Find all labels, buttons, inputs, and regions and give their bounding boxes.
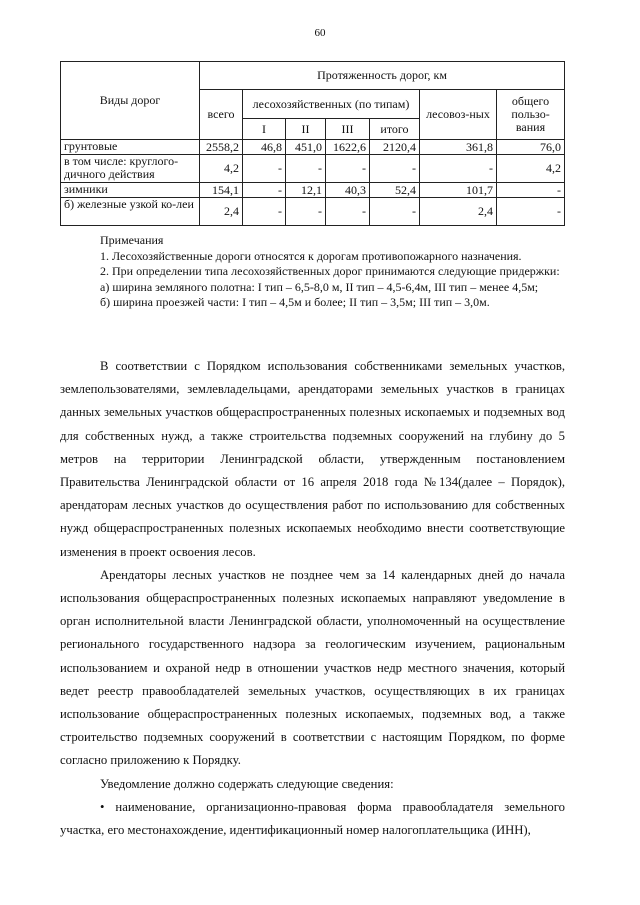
header-road-length: Протяженность дорог, км bbox=[200, 62, 565, 90]
cell-total: 2,4 bbox=[200, 198, 243, 226]
cell-type-2: - bbox=[286, 198, 326, 226]
cell-subtotal: - bbox=[370, 155, 420, 183]
cell-type-1: - bbox=[243, 183, 286, 198]
header-total: всего bbox=[200, 90, 243, 140]
cell-total: 154,1 bbox=[200, 183, 243, 198]
cell-type-3: - bbox=[326, 198, 370, 226]
note-item: 2. При определении типа лесохозяйственных дорог принимаются следующие придержки: bbox=[100, 264, 560, 278]
header-type-1: I bbox=[243, 119, 286, 140]
row-label: грунтовые bbox=[61, 140, 200, 155]
cell-subtotal: - bbox=[370, 198, 420, 226]
cell-total: 4,2 bbox=[200, 155, 243, 183]
cell-total: 2558,2 bbox=[200, 140, 243, 155]
cell-type-3: 40,3 bbox=[326, 183, 370, 198]
table-row bbox=[61, 198, 565, 226]
note-item: а) ширина земляного полотна: I тип – 6,5-8,0 м, II тип – 4,5-6,4м, III тип – менее 4,5м; bbox=[100, 279, 539, 294]
header-forestry: лесохозяйственных (по типам) bbox=[243, 90, 420, 119]
cell-type-2: 451,0 bbox=[286, 140, 326, 155]
cell-type-3: - bbox=[326, 155, 370, 183]
cell-logging: 361,8 bbox=[420, 140, 497, 155]
row-label: б) железные узкой ко-леи bbox=[61, 198, 200, 226]
cell-subtotal: 52,4 bbox=[370, 183, 420, 198]
row-label: в том числе: круглого-дичного действия bbox=[61, 155, 200, 183]
paragraph: В соответствии с Порядком использования собственниками земельных участков, землепользователями, землевладельцами, арендаторами земельных участков в границах данных земельных участков общераспространенных полезных ископаемых и подземных вод для собственных нужд, а также строительства подземных сооружений на глубину до 5 метров на территории Ленинградской области, утвержденным постановлением Правительства Ленинградской области от 16 апреля 2018 года №134(далее – Порядок), арендаторам лесных участков до осуществления работ по использованию для собственных нужд общераспространенных полезных ископаемых необходимо внести соответствующие изменения в проект освоения лесов. bbox=[60, 359, 565, 559]
cell-type-3: 1622,6 bbox=[326, 140, 370, 155]
cell-subtotal: 2120,4 bbox=[370, 140, 420, 155]
note-item: б) ширина проезжей части: I тип – 4,5м и более; II тип – 3,5м; III тип – 3,0м. bbox=[100, 295, 490, 309]
cell-type-2: - bbox=[286, 155, 326, 183]
cell-type-1: 46,8 bbox=[243, 140, 286, 155]
notes-heading: Примечания bbox=[100, 233, 164, 247]
cell-type-1: - bbox=[243, 155, 286, 183]
row-label: зимники bbox=[61, 183, 200, 198]
roads-table bbox=[60, 61, 565, 226]
header-logging: лесовоз-ных bbox=[420, 90, 497, 140]
table-notes bbox=[60, 233, 568, 311]
cell-public: 4,2 bbox=[497, 155, 565, 183]
body-text bbox=[60, 355, 565, 842]
paragraph: Уведомление должно содержать следующие сведения: bbox=[100, 776, 394, 791]
header-type-2: II bbox=[286, 119, 326, 140]
header-public: общего пользо-вания bbox=[497, 90, 565, 140]
note-item: 1. Лесохозяйственные дороги относятся к дорогам противопожарного назначения. bbox=[100, 248, 522, 263]
paragraph: Арендаторы лесных участков не позднее чем за 14 календарных дней до начала использования общераспространенных полезных ископаемых направляют уведомление в орган исполнительной власти Ленинградской области, уполномоченный на осуществление регионального государственного надзора за геологическим изучением, рациональным использованием и охраной недр в отношении участков недр местного значения, который ведет реестр правообладателей земельных участков, осуществляющих в их границах использование общераспространенных полезных ископаемых, подземных вод, а также строительство подземных сооружений в соответствии с настоящим Порядком, по форме согласно приложению к Порядку. bbox=[60, 567, 565, 768]
cell-logging: 101,7 bbox=[420, 183, 497, 198]
cell-type-2: 12,1 bbox=[286, 183, 326, 198]
cell-type-1: - bbox=[243, 198, 286, 226]
page-number: 60 bbox=[314, 27, 326, 39]
cell-public: - bbox=[497, 183, 565, 198]
paragraph: • наименование, организационно-правовая форма правообладателя земельного участка, его местонахождение, идентификационный номер налогоплательщика (ИНН), bbox=[60, 799, 565, 838]
table-row bbox=[61, 183, 565, 198]
table-row bbox=[61, 140, 565, 155]
header-road-types: Виды дорог bbox=[61, 62, 200, 140]
cell-public: - bbox=[497, 198, 565, 226]
table-row bbox=[61, 155, 565, 183]
cell-logging: 2,4 bbox=[420, 198, 497, 226]
header-type-3: III bbox=[326, 119, 370, 140]
cell-logging: - bbox=[420, 155, 497, 183]
cell-public: 76,0 bbox=[497, 140, 565, 155]
header-subtotal: итого bbox=[370, 119, 420, 140]
